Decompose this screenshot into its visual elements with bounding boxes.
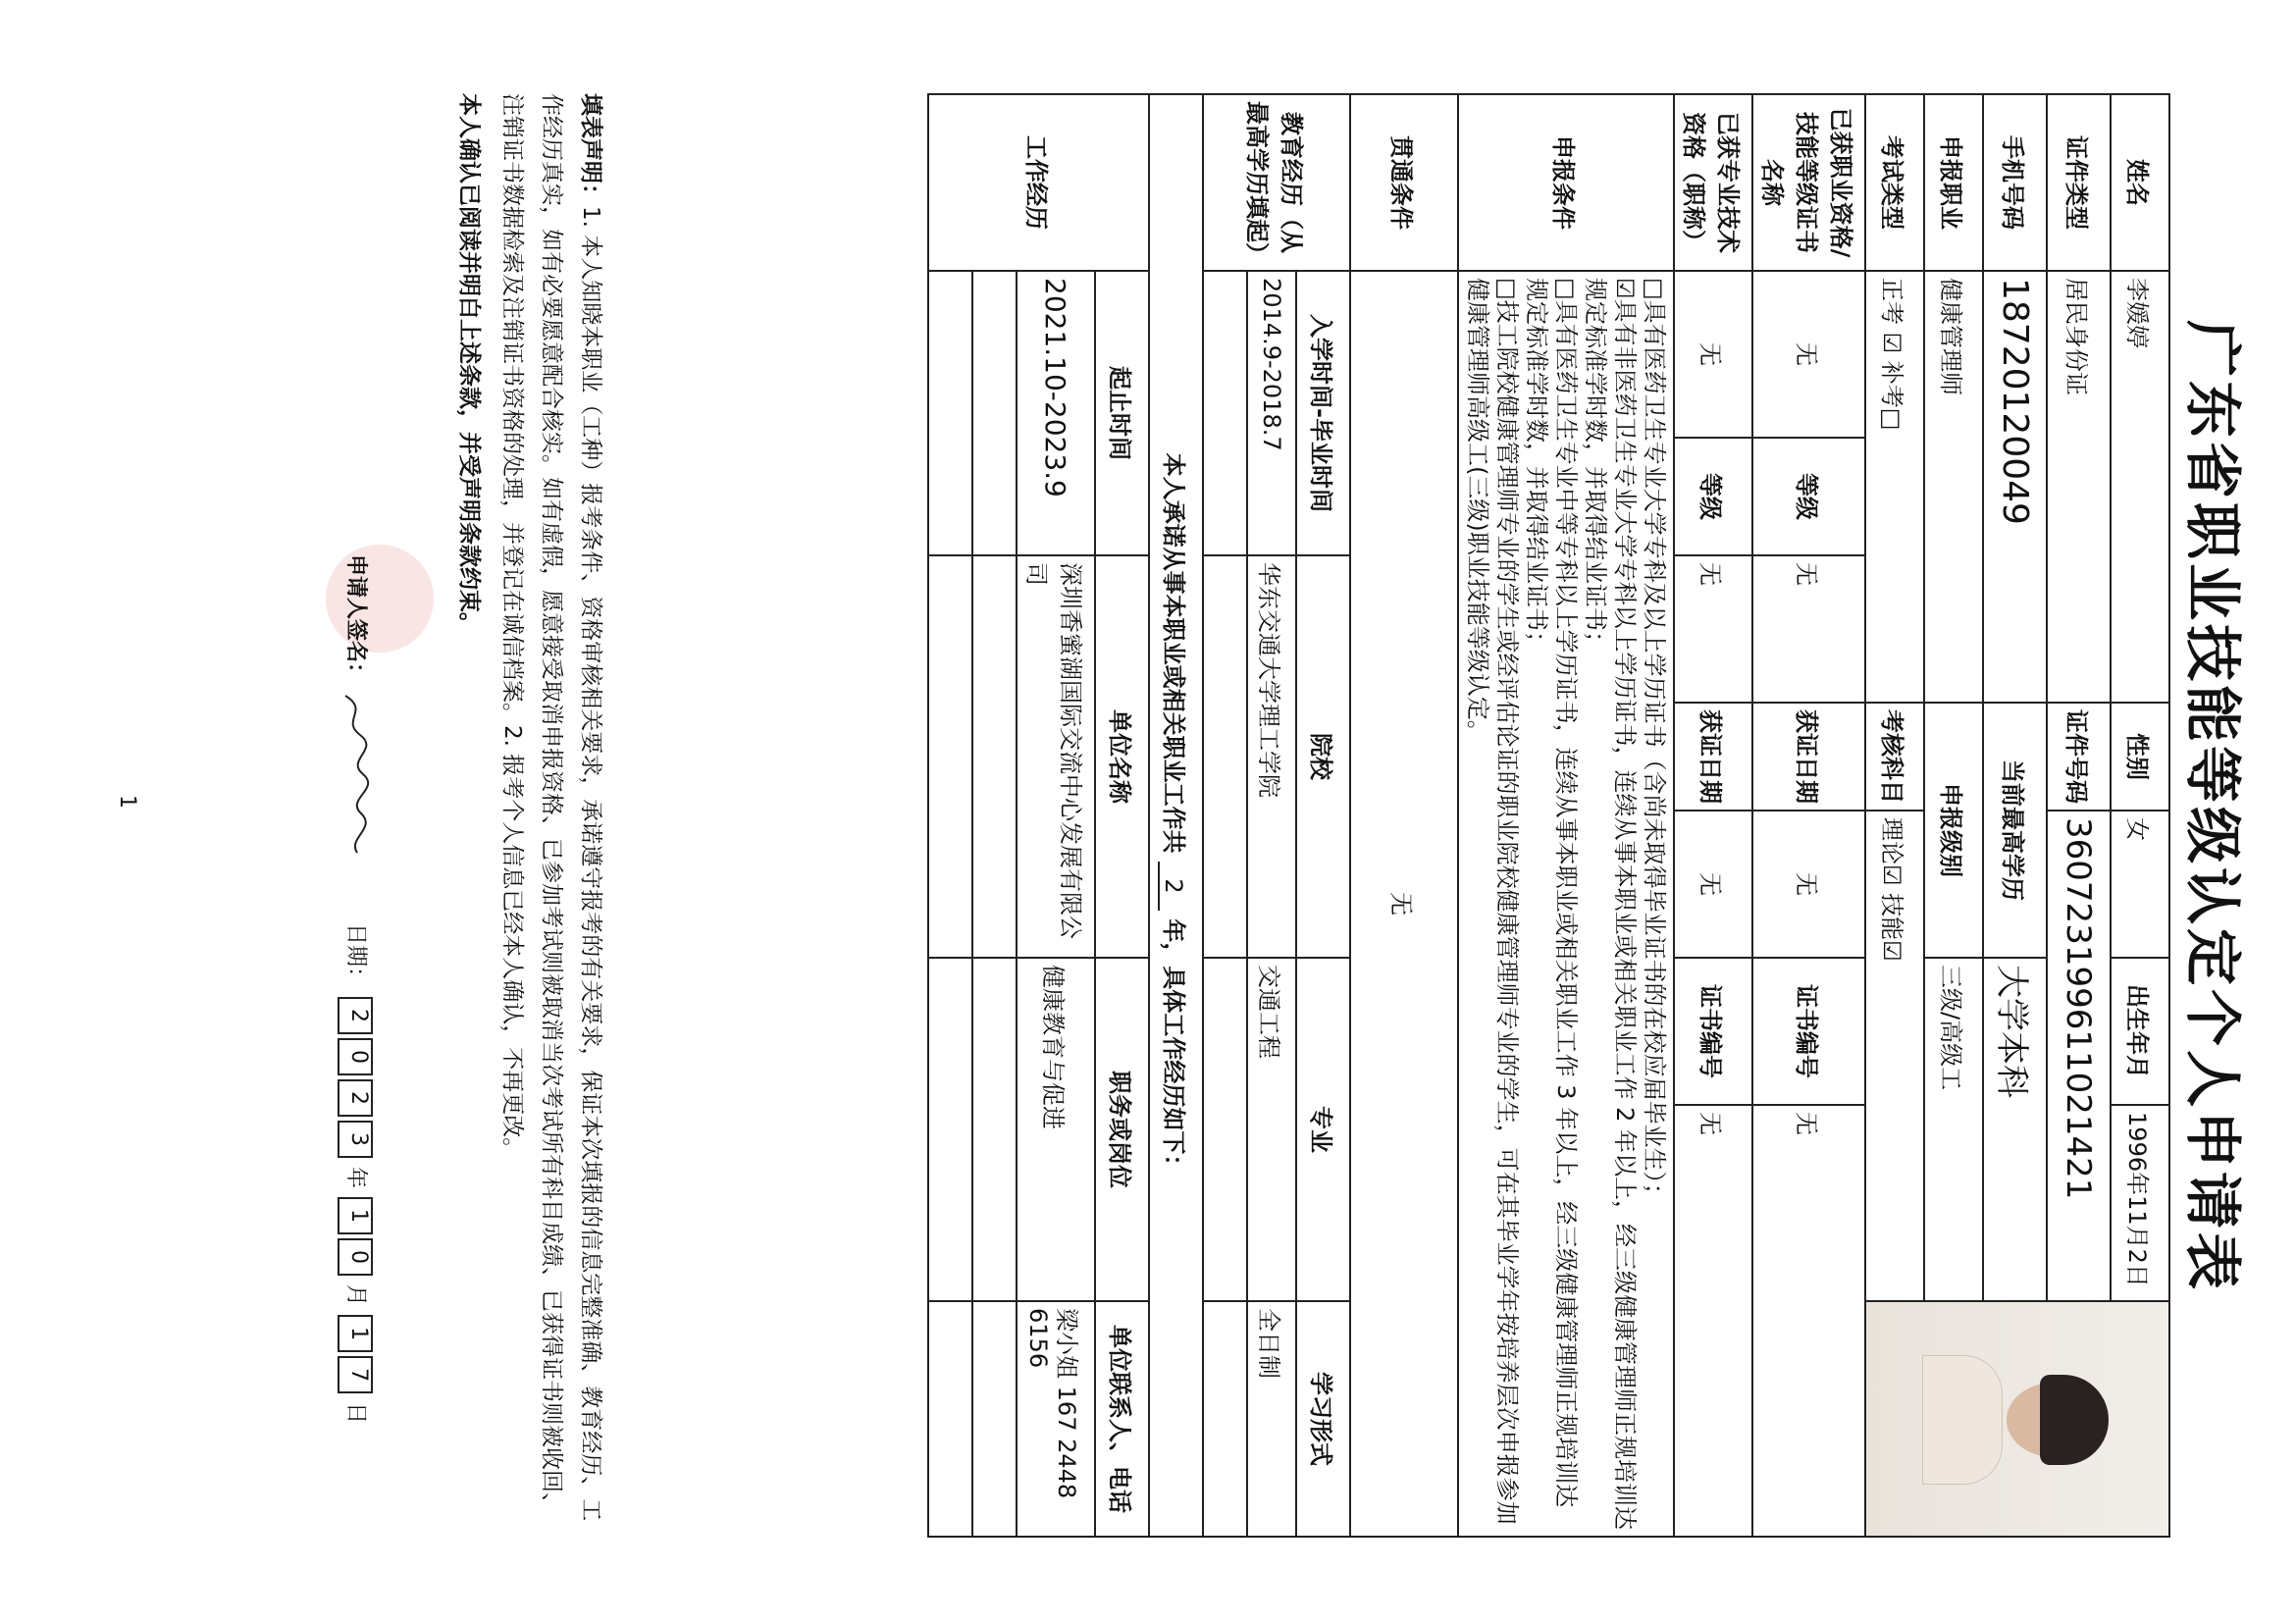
- id-no-label: 证件号码: [2047, 703, 2111, 811]
- apply-cond-item: □具有医药卫生专业中等专科以上学历证书，连续从事本职业或相关职业工作 3 年以上，经三级健康管理师正规培训达规定标准学时数，并取得结业证书；: [1523, 278, 1580, 1508]
- work-label: 工作经历: [928, 94, 1149, 271]
- cert-skill-label: 已获职业资格/技能等级证书名称: [1752, 94, 1865, 271]
- edu-value: 大学本科: [1983, 958, 2047, 1301]
- exam-type-label: 考试类型: [1865, 94, 1924, 271]
- id-no-value: 360723199611021421: [2047, 811, 2111, 1301]
- cert-tech-name: 无: [1674, 271, 1752, 438]
- page-number: 1: [115, 795, 139, 809]
- date-label: 日期：: [343, 923, 368, 989]
- through-cond-label: 贯通条件: [1350, 94, 1458, 271]
- edu-mode: 全日制: [1247, 1301, 1296, 1537]
- form-title: 广东省职业技能等级认定个人申请表: [2179, 319, 2246, 1293]
- job-value: 健康管理师: [1924, 271, 1983, 703]
- work-org: 深圳香蜜湖国际交流中心发展有限公司: [1017, 555, 1095, 958]
- application-form-page: [2, 0, 2296, 1618]
- apply-cond-label: 申报条件: [1458, 94, 1674, 271]
- work-head-contact: 单位联系人、电话: [1095, 1301, 1149, 1537]
- cert-skill-date: 无: [1752, 811, 1865, 958]
- cert-tech-grade-label: 等级: [1674, 438, 1752, 555]
- cert-tech-date: 无: [1674, 811, 1752, 958]
- gender-value: 女: [2111, 811, 2169, 958]
- date-day-digit: 7: [338, 1356, 373, 1393]
- apply-cond-list: [1458, 271, 1674, 1537]
- id-type-label: 证件类型: [2047, 94, 2111, 271]
- work-period: 2021.10-2023.9: [1017, 271, 1095, 555]
- work-head-post: 职务或岗位: [1095, 958, 1149, 1301]
- level-value: 三级/高级工: [1924, 958, 1983, 1301]
- work-head-period: 起止时间: [1095, 271, 1149, 555]
- phone-value: 18720120049: [1983, 271, 2047, 703]
- date-day-digit: 1: [338, 1315, 373, 1352]
- work-head-org: 单位名称: [1095, 555, 1149, 958]
- cert-tech-label: 已获专业技术资格（职称）: [1674, 94, 1752, 271]
- declaration-head: 填表声明：: [578, 93, 603, 206]
- cert-skill-date-label: 获证日期: [1752, 703, 1865, 811]
- cert-tech-grade: 无: [1674, 555, 1752, 703]
- name-value: 李媛婷: [2111, 271, 2169, 703]
- education-label: 教育经历（从最高学历填起）: [1203, 94, 1350, 271]
- cert-skill-grade-label: 等级: [1752, 438, 1865, 555]
- signature-line: [336, 554, 375, 1424]
- edu-head-mode: 学习形式: [1296, 1301, 1350, 1537]
- date-year-unit: 年: [343, 1167, 368, 1189]
- applicant-photo: [1865, 1301, 2169, 1537]
- cert-tech-date-label: 获证日期: [1674, 703, 1752, 811]
- apply-cond-item: ☑具有非医药卫生专业大学专科以上学历证书，连续从事本职业或相关职业工作 2 年以上，经三级健康管理师正规培训达规定标准学时数，并取得结业证书；: [1582, 278, 1639, 1531]
- declaration-confirm: 本人确认已阅读并明白上述条款，并受声明条款约束。: [456, 93, 482, 635]
- exam-subject-value: 理论☑ 技能☑: [1865, 811, 1924, 1301]
- edu-label: 当前最高学历: [1983, 703, 2047, 958]
- edu-head-school: 院校: [1296, 555, 1350, 958]
- edu-school: 华东交通大学理工学院: [1247, 555, 1296, 958]
- declaration-text: 1. 本人知晓本职业（工种）报考条件、资格审核相关要求，承诺遵守报考的有关要求，保证本次填报的信息完整准确、教育经历、工作经历真实，如有必要愿意配合核实。如有虚假，愿意接受取消申报资格、已参加考试则被取消当次考试所有科目成绩、已获得证书则被收回、注销证书数据检索及注销证书资格的处理，并登记在诚信档案。2. 报考个人信息已经本人确认，不再更改。: [499, 93, 603, 1522]
- cert-skill-no: 无: [1752, 1105, 1865, 1537]
- apply-cond-item: □具有医药卫生专业大学专科及以上学历证书（含尚未取得毕业证书的在校应届毕业生）；: [1641, 278, 1668, 1207]
- level-label: 申报级别: [1924, 703, 1983, 958]
- birth-value: 1996年11月2日: [2111, 1105, 2169, 1301]
- edu-major: 交通工程: [1247, 958, 1296, 1301]
- name-label: 姓名: [2111, 94, 2169, 271]
- declaration-block: [449, 93, 610, 1536]
- date-month-unit: 月: [343, 1284, 368, 1307]
- exam-subject-label: 考核科目: [1865, 703, 1924, 811]
- gender-label: 性别: [2111, 703, 2169, 811]
- work-post: 健康教育与促进: [1017, 958, 1095, 1301]
- commitment-line: 本人承诺从事本职业或相关职业工作共 2 年，具体工作经历如下：: [1149, 94, 1203, 1537]
- job-label: 申报职业: [1924, 94, 1983, 271]
- commitment-years: 2: [1159, 862, 1188, 911]
- phone-label: 手机号码: [1983, 94, 2047, 271]
- birth-label: 出生年月: [2111, 958, 2169, 1105]
- date-year-digit: 2: [338, 1079, 373, 1117]
- exam-type-value: 正考 ☑ 补考□: [1865, 271, 1924, 703]
- date-year-digit: 0: [338, 1038, 373, 1075]
- date-month-digit: 0: [338, 1238, 373, 1276]
- edu-period: 2014.9-2018.7: [1247, 271, 1296, 555]
- date-month-digit: 1: [338, 1197, 373, 1234]
- work-contact: 梁小姐 167 2448 6156: [1017, 1301, 1095, 1537]
- cert-tech-no: 无: [1674, 1105, 1752, 1537]
- sign-label: 申请人签名：: [343, 554, 368, 685]
- date-day-unit: 日: [343, 1402, 368, 1425]
- cert-skill-grade: 无: [1752, 555, 1865, 703]
- cert-tech-no-label: 证书编号: [1674, 958, 1752, 1105]
- date-year-digit: 3: [338, 1121, 373, 1158]
- cert-skill-no-label: 证书编号: [1752, 958, 1865, 1105]
- form-table: [927, 93, 2170, 1538]
- apply-cond-item: □技工院校健康管理师专业的学生或经评估论证的职业院校健康管理师专业的学生，可在其毕业学年按培养层次申报参加健康管理师高级工(三级)职业技能等级认定。: [1464, 278, 1521, 1525]
- cert-skill-name: 无: [1752, 271, 1865, 438]
- edu-head-period: 入学时间-毕业时间: [1296, 271, 1350, 555]
- edu-head-major: 专业: [1296, 958, 1350, 1301]
- through-cond-value: 无: [1350, 271, 1458, 1537]
- signature-scribble: [336, 691, 375, 858]
- date-year-digit: 2: [338, 997, 373, 1034]
- id-type-value: 居民身份证: [2047, 271, 2111, 703]
